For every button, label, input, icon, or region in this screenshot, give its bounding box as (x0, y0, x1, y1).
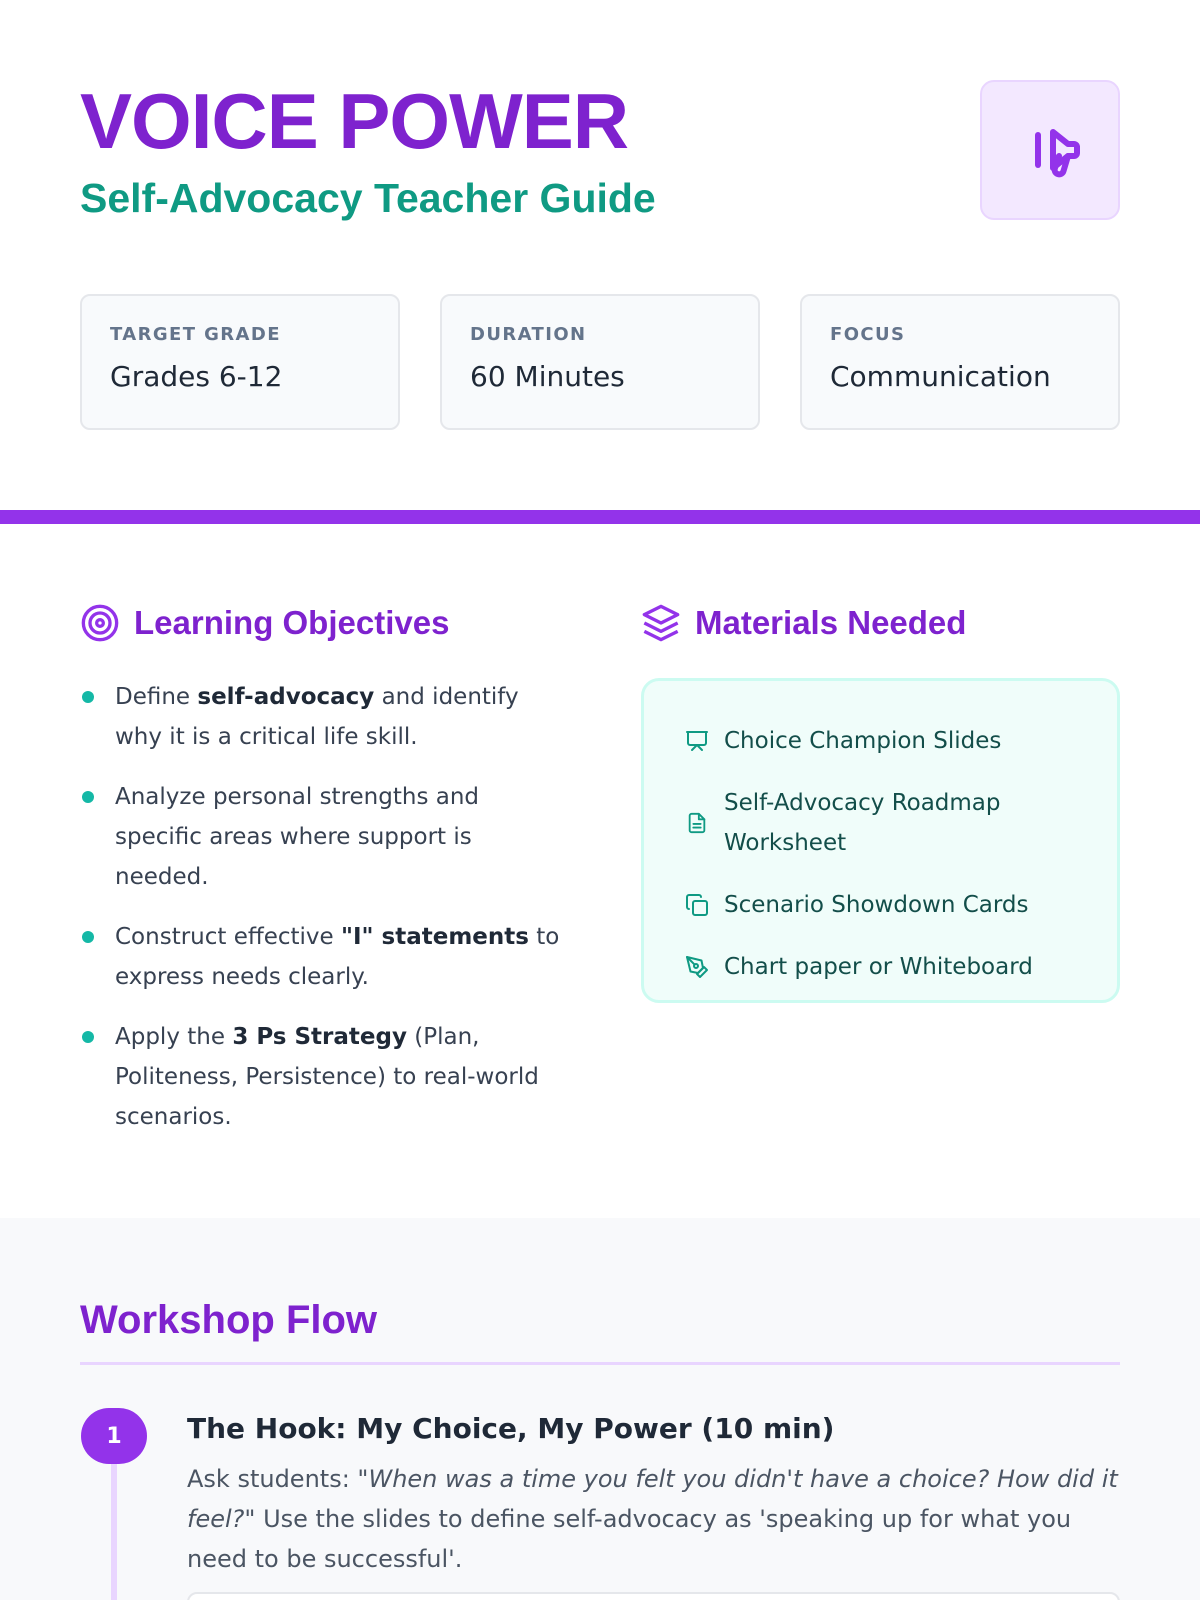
bullet-icon (82, 791, 94, 803)
material-label: Choice Champion Slides (724, 728, 1002, 754)
objectives-heading-label: Learning Objectives (134, 604, 450, 641)
step-note-box (187, 1592, 1120, 1600)
materials-panel (641, 678, 1120, 1003)
info-card-grade (80, 294, 400, 430)
material-label: Self-Advocacy Roadmap Worksheet (724, 790, 1001, 856)
list-item (684, 783, 1117, 863)
list-item: Analyze personal strengths and specific areas where support is needed. (80, 777, 570, 897)
copy-icon (684, 892, 710, 918)
megaphone-icon (1014, 114, 1086, 186)
pen-icon (684, 954, 710, 980)
workshop-rule (80, 1362, 1120, 1365)
target-icon (80, 603, 120, 643)
step-title: The Hook: My Choice, My Power (10 min) (187, 1412, 835, 1445)
info-cards (80, 294, 1120, 430)
list-item: Define self-advocacy and identify why it is a critical life skill. (80, 677, 570, 757)
step-description: Ask students: "When was a time you felt you didn't have a choice? How did it feel?" Use the slides to define self-advocacy as 'speaking up for what you need to be successful'. (187, 1465, 1118, 1573)
bullet-icon (82, 691, 94, 703)
info-value: 60 Minutes (470, 360, 625, 393)
info-value: Grades 6-12 (110, 360, 283, 393)
list-item (684, 721, 1117, 761)
info-label: TARGET GRADE (110, 324, 281, 345)
page-title: VOICE POWER (80, 77, 629, 165)
info-card-duration (440, 294, 760, 430)
page-header (80, 0, 1120, 505)
presentation-icon (684, 728, 710, 754)
materials-heading-label: Materials Needed (695, 604, 967, 641)
info-card-focus (800, 294, 1120, 430)
page-subtitle: Self-Advocacy Teacher Guide (80, 175, 656, 221)
list-item (684, 947, 1117, 987)
list-item: Apply the 3 Ps Strategy (Plan, Politeness, Persistence) to real-world scenarios. (80, 1017, 570, 1137)
bullet-icon (82, 931, 94, 943)
material-label: Scenario Showdown Cards (724, 892, 1029, 918)
info-label: FOCUS (830, 324, 906, 345)
list-item (684, 885, 1117, 925)
materials-heading (641, 603, 966, 643)
workshop-heading: Workshop Flow (80, 1298, 378, 1342)
document-icon (684, 810, 710, 836)
info-label: DURATION (470, 324, 587, 345)
section-divider (0, 510, 1200, 524)
info-value: Communication (830, 360, 1051, 393)
step-number-badge: 1 (81, 1408, 147, 1464)
layers-icon (641, 603, 681, 643)
bullet-icon (82, 1031, 94, 1043)
material-label: Chart paper or Whiteboard (724, 954, 1033, 980)
megaphone-icon-box (980, 80, 1120, 220)
objectives-heading (80, 603, 449, 643)
objectives-list (80, 677, 570, 1157)
list-item: Construct effective "I" statements to express needs clearly. (80, 917, 570, 997)
